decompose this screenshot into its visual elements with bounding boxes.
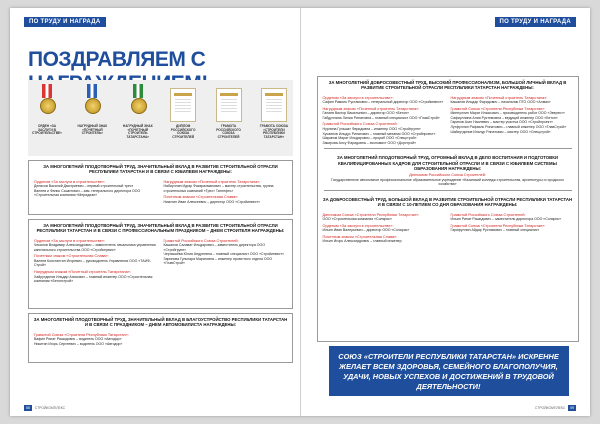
- award-item: [168, 84, 198, 156]
- certificate-sheet: [170, 88, 196, 122]
- award-category: Грамотой Союза «Строители Республики Татарстан»:: [450, 106, 546, 111]
- award-category: Нагрудным знаком «Почетный строитель Татарстана»:: [163, 179, 261, 184]
- block-column-left: [34, 178, 158, 205]
- award-category: Почетным знаком «Строительная Слава»:: [34, 254, 109, 259]
- section-tag: ПО ТРУДУ И НАГРАДА: [24, 17, 106, 27]
- awardee: Валеев Константин Игоревич – руководитель Управления ООО «ТАИФ-Строй»: [34, 258, 151, 268]
- awardee: Ильин Иван Валерьевич – директор ООО «Солярис»: [322, 228, 410, 233]
- ribbon-icon: [133, 84, 143, 98]
- awardee: Миннуллин Марат Ильясович – производитель работ ООО «Эверест»: [450, 111, 565, 116]
- award-category: Грамотой Российского Союза Строителей:: [450, 212, 526, 217]
- awardee: Валеев и Фанис Сашитович – зам. генерального директора ООО «Строительная компания «Меридиан»: [34, 188, 141, 198]
- award-block-professionalism: [318, 77, 578, 145]
- certificate-icon: [261, 84, 287, 122]
- section-tag-right: ПО ТРУДУ И НАГРАДА: [495, 17, 577, 27]
- block-title: ЗА МНОГОЛЕТНИЙ ДОБРОСОВЕСТНЫЙ ТРУД, ВЫСОКИЙ ПРОФЕССИОНАЛИЗМ, БОЛЬШОЙ ЛИЧНЫЙ ВКЛАД В РАЗВИТИЕ СТРОИТЕЛЬНОЙ ОТРАСЛИ РЕСПУБЛИКИ ТАТАРСТАН НАГРАЖДЕНЫ:: [328, 80, 567, 91]
- block-columns: [318, 91, 578, 145]
- awardee: Зарипова Гульнара Маратовна – инженер проектного отдела ООО «ГлавСтрой»: [163, 256, 273, 266]
- divider: [324, 148, 572, 149]
- awardee: Кашапов Ильдар Фаридович – начальник ПТО ООО «Алмаз»: [450, 100, 551, 105]
- award-category: Нагрудным знаком «Почетный строитель Татарстана»:: [322, 106, 420, 111]
- awardee: Набиуллин Идгар Фаизрахманович – мастер строительства, группа строительных компаний «Трест Татнефть»: [163, 184, 274, 193]
- award-category: Орденом «За заслуги в строительстве»:: [322, 223, 394, 228]
- awards-strip: [28, 80, 293, 156]
- medal-disc-icon: [85, 98, 101, 114]
- award-category: Почетным знаком «Строительная Слава»:: [163, 195, 239, 200]
- award-caption: ОРДЕН «ЗА ЗАСЛУГИ В СТРОИТЕЛЬСТВЕ»: [32, 124, 62, 136]
- magazine-name: СТРОЙКОМПЛЕКС: [534, 406, 566, 410]
- awardee: Шарипов Марат Ильдарович – прораб ООО «Спецстрой»: [322, 136, 417, 141]
- medal-icon: [37, 84, 57, 122]
- page-number: 59: [570, 406, 574, 410]
- block-column-right: [164, 178, 288, 205]
- magazine-name: СТРОЙКОМПЛЕКС: [34, 406, 66, 410]
- award-category: Орденом «За заслуги в строительстве»:: [322, 95, 394, 100]
- awardee: Чернышёва Юлия Андреевна – главный специалист ООО «Стройинвест»: [163, 252, 284, 257]
- block-column-left: [323, 94, 445, 145]
- award-block-anniversary: [318, 194, 578, 244]
- awardee: Шайхутдинов Ильнур Ринатович – мастер ООО «Спецстрой»: [450, 129, 551, 134]
- block-column-left: [323, 211, 445, 244]
- award-category: Дипломом Российского Союза Строителей:: [409, 173, 486, 178]
- award-category: Грамотой Российского Союза Строителей:: [322, 122, 398, 127]
- award-category: Орденом «За заслуги в строительстве»:: [34, 238, 105, 243]
- page-footer-left: [22, 406, 65, 410]
- awardee: Хайрутдинов Ильдар Анисович – главный инженер ООО «Строительная компания «Бетонстрой»: [34, 274, 153, 284]
- award-category: Нагрудным знаком «Почетный строитель Татарстана»:: [34, 270, 131, 274]
- awardee: Хусаинов Ильдус Ринатович – главный механик ООО «Стройпроект»: [322, 131, 436, 136]
- awardee: Чекалов Владимир Александрович – заместитель начальника управления капитального строительства ООО «Стройсервис»: [34, 243, 156, 252]
- certificate-sheet: [261, 88, 287, 122]
- medal-disc-icon: [131, 98, 147, 114]
- awardee: Государственное автономное профессиональное образовательное учреждение «Казанский колледж строительства, архитектуры и городского хозяйства»: [331, 177, 564, 187]
- awards-frame: [317, 76, 579, 342]
- awardee: Денисов Василий Дмитриевич – первый строительный трест: [34, 184, 134, 189]
- ribbon-icon: [42, 84, 52, 98]
- awardee: Вафин Ринат Рашидович – водитель ООО «Автодор»: [34, 337, 122, 342]
- block-columns: [29, 328, 292, 347]
- award-category: Нагрудным знаком «Почетный строитель Татарстана»:: [450, 95, 548, 100]
- page-headline: ПОЗДРАВЛЯЕМ С: [28, 48, 206, 71]
- awardee: Гарипов Азат Наилевич – мастер участка ООО «Стройпроект»: [450, 120, 553, 125]
- awardee: ООО «Строительная компания «Солярис»: [322, 217, 392, 222]
- award-category: Грамотой Союза «Строители Республики Татарстан»:: [34, 332, 129, 337]
- award-caption: ДИПЛОМ РОССИЙСКОГО СОЮЗА СТРОИТЕЛЕЙ: [170, 124, 196, 139]
- award-category: Грамотой Союза «Строители Республики Татарстан»:: [450, 223, 546, 228]
- right-page: [301, 8, 591, 416]
- block-column-right: [451, 94, 573, 145]
- block-columns: [318, 208, 578, 244]
- award-block-jubilee: [28, 160, 293, 215]
- award-item: [32, 84, 62, 156]
- medal-icon: [82, 84, 102, 122]
- medal-icon: [128, 84, 148, 122]
- awardee: Ильин Игорь Александрович – главный инженер: [322, 239, 402, 244]
- award-block-motorists-day: [28, 313, 293, 363]
- block-column-right: [164, 331, 288, 347]
- ribbon-icon: [87, 84, 97, 98]
- awardee: Никитин Игорь Сергеевич – водитель ООО «Автодор»: [34, 341, 123, 346]
- award-block-education: [318, 152, 578, 187]
- awardee: Лутфуллин Рафаэль Ринатович – главный инженер ООО «ГлавСтрой»: [450, 125, 567, 129]
- block-column-left: [34, 237, 158, 284]
- certificate-sheet: [216, 88, 242, 122]
- award-item: [214, 84, 244, 156]
- award-caption: НАГРУДНЫЙ ЗНАК «ПОЧЕТНЫЙ СТРОИТЕЛЬ»: [77, 124, 108, 136]
- award-caption: НАГРУДНЫЙ ЗНАК «ПОЧЕТНЫЙ СТРОИТЕЛЬ ТАТАРСТАНА»: [122, 124, 153, 139]
- awardee: Гарифуллин Айдар Рустамович – главный специалист: [450, 228, 540, 233]
- award-caption: ГРАМОТА СОЮЗА «СТРОИТЕЛИ РЕСПУБЛИКИ ТАТАРСТАН»: [259, 124, 289, 139]
- award-block-builders-day: [28, 219, 293, 309]
- awardee: Ильин Ринат Рашидович – заместитель директора ООО «Солярис»: [450, 217, 562, 222]
- award-item: [123, 84, 153, 156]
- block-columns: [29, 234, 292, 284]
- block-columns: [29, 175, 292, 205]
- awardee: Сафин Рамиль Рустамович – генеральный директор ООО «Стройинвест»: [322, 100, 444, 105]
- awardee: Нурлина Гульшат Фаридовна – инженер ООО «Стройгрупп»: [322, 127, 421, 131]
- block-title: ЗА МНОГОЛЕТНИЙ ПЛОДОТВОРНЫЙ ТРУД, ОГРОМНЫЙ ВКЛАД В ДЕЛО ВОСПИТАНИЯ И ПОДГОТОВКИ КВАЛИФИЦИРОВАННЫХ КАДРОВ ДЛЯ СТРОИТЕЛЬНОЙ ОТРАСЛИ И В СВЯЗИ С ЮБИЛЕЕМ СИСТЕМЫ ОБРАЗОВАНИЯ НАГРАЖДЕНЫ:: [337, 155, 558, 171]
- block-center: [318, 173, 578, 187]
- block-title: ЗА МНОГОЛЕТНИЙ ПЛОДОТВОРНЫЙ ТРУД, ЗНАЧИТЕЛЬНЫЙ ВКЛАД В БЛАГОУСТРОЙСТВО РЕСПУБЛИКИ ТАТАРСТАН И В СВЯЗИ С ПРАЗДНИКОМ – ДНЕМ АВТОМОБИЛИСТА НАГРАЖДЕНЫ:: [33, 317, 288, 328]
- certificate-icon: [216, 84, 242, 122]
- certificate-icon: [170, 84, 196, 122]
- block-title: ЗА МНОГОЛЕТНИЙ ПЛОДОТВОРНЫЙ ТРУД, ЗНАЧИТЕЛЬНЫЙ ВКЛАД В РАЗВИТИЕ СТРОИТЕЛЬНОЙ ОТРАСЛИ РЕСПУБЛИКИ ТАТАРСТАН И В СВЯЗИ С ЮБИЛЕЕМ НАГРАЖДЕНЫ:: [43, 164, 278, 175]
- award-caption: ГРАМОТА РОССИЙСКОГО СОЮЗА СТРОИТЕЛЕЙ: [216, 124, 241, 139]
- magazine-spread: [10, 8, 590, 416]
- awardee: Галиев Виктор Васильевич – директор ООО «Бетон»: [322, 111, 410, 116]
- divider: [324, 190, 572, 191]
- medal-disc-icon: [40, 98, 56, 114]
- awardee: Никитин Иван Алексеевич – директор ООО «Стройинвест»: [163, 199, 261, 204]
- award-category: Грамотой Российского Союза Строителей:: [163, 238, 239, 243]
- left-page: [10, 8, 301, 416]
- block-title: ЗА ДОБРОСОВЕСТНЫЙ ТРУД, БОЛЬШОЙ ВКЛАД В РАЗВИТИЕ СТРОИТЕЛЬНОЙ ОТРАСЛИ РЕСПУБЛИКИ ТАТАРСТАН И В СВЯЗИ С 10-ЛЕТИЕМ СО ДНЯ ОБРАЗОВАНИЯ НАГРАЖДЕНЫ:: [322, 196, 573, 208]
- block-column-right: [164, 237, 288, 284]
- block-column-right: [451, 211, 573, 244]
- awardee: Сафиуллина Алия Рустемовна – ведущий инженер ООО «Бетон»: [450, 115, 558, 120]
- awardee: Габдуллина Лилия Ринатовна – главный специалист ООО «ГлавСтрой»: [322, 115, 440, 120]
- page-number: 58: [26, 406, 30, 410]
- award-category: Орденом «За заслуги в строительстве»:: [34, 179, 105, 184]
- award-category: Почетным знаком «Строительная Слава»:: [322, 234, 398, 239]
- award-category: Дипломом Союза «Строители Республики Татарстан»:: [322, 212, 420, 217]
- block-title: ЗА МНОГОЛЕТНИЙ ПЛОДОТВОРНЫЙ ТРУД, ЗНАЧИТЕЛЬНЫЙ ВКЛАД В РАЗВИТИЕ СТРОИТЕЛЬНОЙ ОТРАСЛИ РЕСПУБЛИКИ ТАТАРСТАН И В СВЯЗИ С ПРОФЕССИОНАЛЬНЫМ ПРАЗДНИКОМ – ДНЕМ СТРОИТЕЛЯ НАГРАЖДЕНЫ:: [36, 223, 285, 234]
- awardee: Кашапов Салават Ильдарович – заместитель директора ООО «Стройгрупп»: [163, 243, 265, 252]
- block-column-left: [34, 331, 158, 347]
- awardee: Закирова Алсу Фаридовна – экономист ООО «Дорстрой»: [322, 140, 417, 145]
- page-footer-right: [535, 406, 578, 410]
- award-item: [259, 84, 289, 156]
- congratulation-banner: СОЮЗ «СТРОИТЕЛИ РЕСПУБЛИКИ ТАТАРСТАН» ИСКРЕННЕ ЖЕЛАЕТ ВСЕМ ЗДОРОВЬЯ, СЕМЕЙНОГО БЛАГОПОЛУЧИЯ, УДАЧИ, НОВЫХ УСПЕХОВ И ДОСТИЖЕНИЙ В ТРУДОВОЙ ДЕЯТЕЛЬНОСТИ!: [329, 346, 569, 396]
- award-item: [77, 84, 107, 156]
